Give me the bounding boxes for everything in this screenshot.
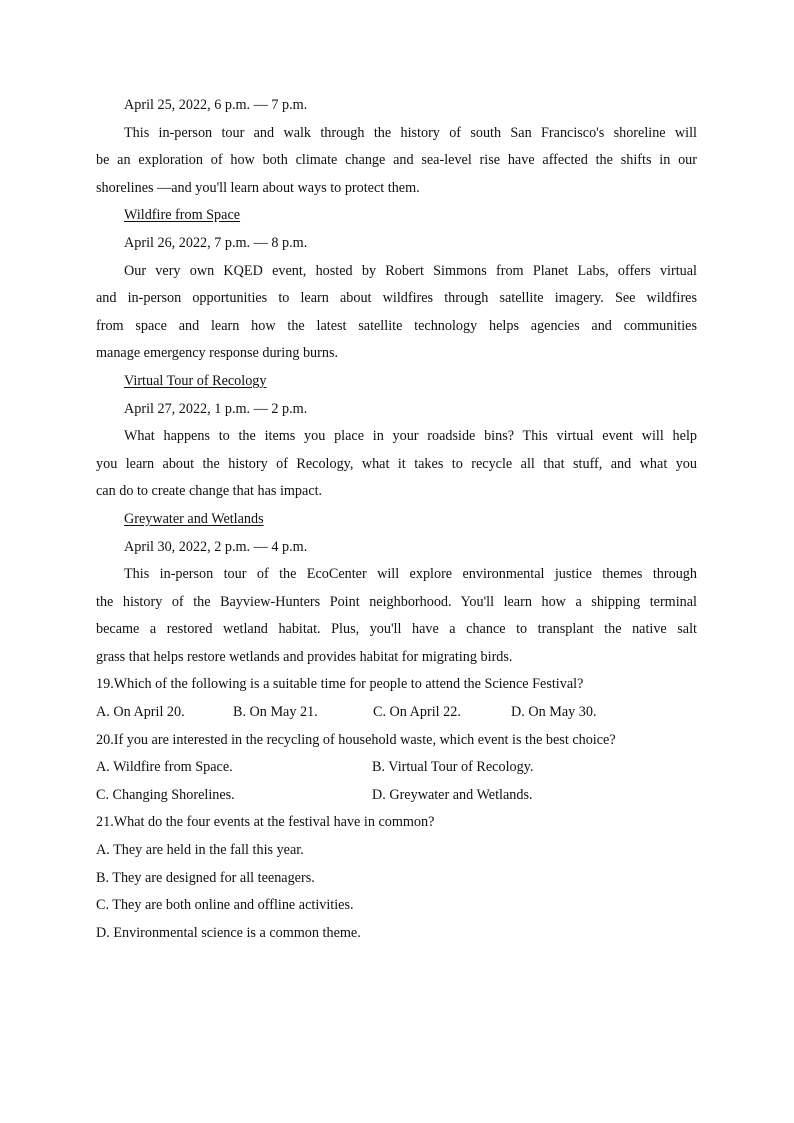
event-description-line: This in-person tour and walk through the history of south San Francisco's shoreline will	[124, 124, 697, 141]
event-description-line: This in-person tour of the EcoCenter will explore environmental justice themes through	[124, 566, 697, 583]
option-d: D. Greywater and Wetlands.	[372, 786, 533, 803]
question-options	[96, 782, 697, 810]
event-time: April 26, 2022, 7 p.m. — 8 p.m.	[124, 234, 308, 251]
option-b: B. On May 21.	[233, 704, 318, 721]
question-options	[96, 699, 697, 727]
question-stem: 19.Which of the following is a suitable time for people to attend the Science Festival?	[96, 676, 584, 693]
event-description-line: from space and learn how the latest satellite technology helps agencies and communities	[96, 317, 697, 334]
event-description-line: Our very own KQED event, hosted by Robert Simmons from Planet Labs, offers virtual	[124, 262, 697, 279]
question-stem: 21.What do the four events at the festival have in common?	[96, 814, 435, 831]
option-a: A. They are held in the fall this year.	[96, 842, 304, 859]
event-description-line: you learn about the history of Recology, what it takes to recycle all that stuff, and what you	[96, 455, 697, 472]
option-d: D. Environmental science is a common theme.	[96, 924, 361, 941]
event-description-line: and in-person opportunities to learn about wildfires through satellite imagery. See wildfires	[96, 290, 697, 307]
event-time: April 25, 2022, 6 p.m. — 7 p.m.	[124, 97, 308, 113]
event-description-line: manage emergency response during burns.	[96, 345, 339, 362]
event-time: April 30, 2022, 2 p.m. — 4 p.m.	[124, 538, 308, 555]
event-time: April 27, 2022, 1 p.m. — 2 p.m.	[124, 400, 308, 417]
option-a: A. On April 20.	[96, 704, 185, 721]
event-description-line: the history of the Bayview-Hunters Point neighborhood. You'll learn how a shipping terminal	[96, 593, 697, 610]
option-a: A. Wildfire from Space.	[96, 759, 233, 776]
option-c: C. They are both online and offline activities.	[96, 897, 354, 914]
event-description-line: shorelines —and you'll learn about ways to protect them.	[96, 179, 420, 196]
option-b: B. Virtual Tour of Recology.	[372, 759, 534, 776]
event-title: Virtual Tour of Recology	[124, 372, 267, 389]
option-c: C. On April 22.	[373, 704, 461, 721]
event-description-line: be an exploration of how both climate change and sea-level rise have affected the shifts in our	[96, 152, 697, 169]
question-options	[96, 754, 697, 782]
question-stem: 20.If you are interested in the recycling of household waste, which event is the best choice?	[96, 731, 616, 748]
option-b: B. They are designed for all teenagers.	[96, 869, 315, 886]
event-description-line: became a restored wetland habitat. Plus, you'll have a chance to transplant the native salt	[96, 621, 697, 638]
option-c: C. Changing Shorelines.	[96, 786, 235, 803]
event-title: Greywater and Wetlands	[124, 510, 264, 527]
document-body	[96, 92, 697, 947]
event-title: Wildfire from Space	[124, 207, 241, 224]
event-description-line: grass that helps restore wetlands and provides habitat for migrating birds.	[96, 648, 513, 665]
event-description-line: What happens to the items you place in your roadside bins? This virtual event will help	[124, 428, 697, 445]
event-description-line: can do to create change that has impact.	[96, 483, 323, 500]
option-d: D. On May 30.	[511, 704, 597, 721]
